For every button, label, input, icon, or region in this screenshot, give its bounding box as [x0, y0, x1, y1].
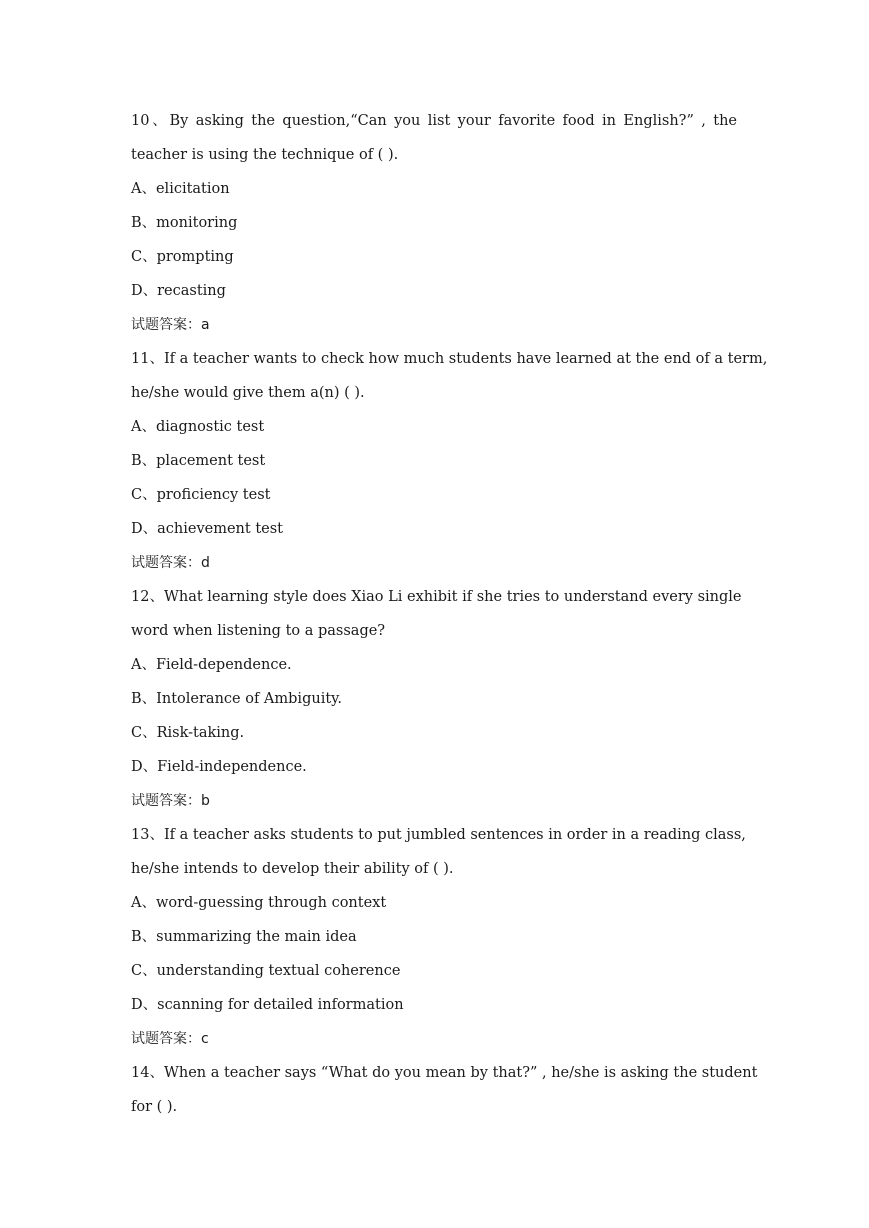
option-c: C、understanding textual coherence: [131, 963, 401, 979]
option-d: D、achievement test: [131, 521, 284, 537]
question-11: [131, 342, 768, 580]
answer-line: 试题答案：d: [131, 555, 210, 571]
question-stem-line: he/she intends to develop their ability of ( ).: [131, 861, 454, 877]
answer-line: 试题答案：b: [131, 793, 210, 809]
question-stem-line: 14、When a teacher says “What do you mean by that?” , he/she is asking the student: [131, 1065, 758, 1081]
option-c: C、prompting: [131, 249, 234, 265]
option-b: B、summarizing the main idea: [131, 929, 357, 945]
question-stem-line: for ( ).: [131, 1099, 178, 1115]
option-a: A、diagnostic test: [131, 419, 265, 435]
question-stem-line: 10、By asking the question,“Can you list your favorite food in English?” , the: [131, 113, 737, 129]
option-d: D、Field-independence.: [131, 759, 307, 775]
question-14: [131, 1056, 758, 1124]
answer-line: 试题答案：c: [131, 1031, 209, 1047]
question-stem-line: he/she would give them a(n) ( ).: [131, 385, 365, 401]
question-stem-line: 11、If a teacher wants to check how much students have learned at the end of a term,: [131, 351, 768, 367]
option-a: A、word-guessing through context: [131, 895, 387, 911]
question-stem-line: 12、What learning style does Xiao Li exhibit if she tries to understand every single: [131, 589, 742, 605]
question-10: [131, 104, 741, 342]
question-stem-line: teacher is using the technique of ( ).: [131, 147, 399, 163]
document-page: [131, 104, 768, 1124]
option-d: D、recasting: [131, 283, 226, 299]
question-12: [131, 580, 741, 818]
option-b: B、monitoring: [131, 215, 238, 231]
answer-line: 试题答案：a: [131, 317, 210, 333]
option-b: B、placement test: [131, 453, 266, 469]
option-b: B、Intolerance of Ambiguity.: [131, 691, 343, 707]
option-a: A、elicitation: [131, 181, 230, 197]
option-a: A、Field-dependence.: [131, 657, 292, 673]
option-d: D、scanning for detailed information: [131, 997, 404, 1013]
question-13: [131, 818, 746, 1056]
question-stem-line: word when listening to a passage?: [131, 623, 386, 639]
option-c: C、proficiency test: [131, 487, 271, 503]
question-stem-line: 13、If a teacher asks students to put jumbled sentences in order in a reading class,: [131, 827, 746, 843]
option-c: C、Risk-taking.: [131, 725, 245, 741]
